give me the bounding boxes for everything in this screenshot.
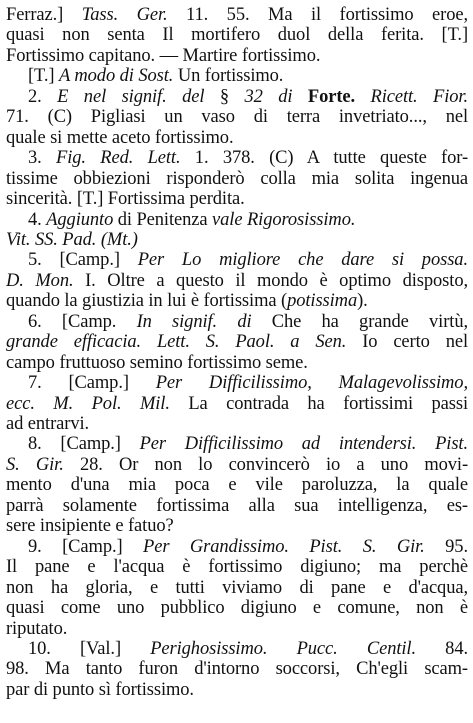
text-segment: 84. [416, 638, 468, 659]
text-segment: 95. [424, 536, 468, 557]
text-segment: ad entrarvi. [6, 414, 90, 434]
text-segment: Vit. SS. Pad. (Mt.) [6, 229, 138, 250]
text-segment: 8. [Camp.] [28, 434, 140, 455]
text-segment: 2. [28, 86, 58, 107]
text-segment: [T.] [28, 66, 59, 87]
text-segment: 7. [Camp.] [28, 373, 156, 394]
text-segment: grande efficacia. Lett. S. Paol. a Sen. [6, 332, 347, 353]
text-segment: potissima [287, 291, 358, 312]
text-segment: Perighosissimo. Pucc. Centil. [150, 638, 416, 659]
text-segment: 10. [Val.] [28, 638, 151, 659]
text-segment: S. Gir. [6, 454, 64, 475]
text-segment: 3. [28, 148, 57, 169]
text-segment: parrà solamente fortissima alla sua intelligenza, es- [6, 495, 468, 516]
text-segment: Aggiunto [46, 209, 114, 230]
text-segment: Che ha grande virtù, [251, 311, 468, 332]
text-segment: campo fruttuoso semino fortissimo seme. [6, 352, 308, 373]
text-segment: ecc. M. Pol. Mil. [6, 393, 170, 414]
text-segment: quale si mette aceto fortissimo. [6, 127, 234, 148]
text-segment: In signif. di [136, 311, 252, 332]
text-segment: Per Difficilissimo, Malagevolissimo, [155, 373, 468, 394]
text-segment: 71. (C) Pigliasi un vaso di terra invetriato..., nel [6, 107, 468, 128]
text-segment: Per Grandissimo. Pist. S. Gir. [143, 536, 425, 557]
text-segment: Un fortissimo. [173, 66, 284, 87]
text-segment: Ferraz.] [6, 5, 82, 25]
text-segment: 32 di [244, 86, 293, 107]
text-segment: riputato. [6, 618, 68, 639]
text-segment: par di punto sì fortissimo. [6, 679, 194, 700]
text-segment: quasi come uno pubblico digiuno e comune, non è [6, 598, 468, 619]
text-segment: Per Lo migliore che dare si possa. [137, 250, 468, 271]
text-segment: 98. Ma tanto furon d'intorno soccorsi, Ch'egli scam- [6, 659, 468, 680]
text-segment: vale Rigorosissimo. [212, 209, 356, 230]
text-segment: 11. 55. Ma il fortissimo eroe, [167, 5, 468, 25]
text-segment: I. Oltre a questo il mondo è optimo disposto, [73, 270, 468, 291]
text-segment: 5. [Camp.] [28, 250, 138, 271]
text-segment: sere insipiente e fatuo? [6, 516, 174, 537]
text-segment: Forte. [292, 86, 371, 107]
text-segment: D. Mon. [6, 270, 74, 291]
text-segment: Fig. Red. Lett. [56, 148, 181, 169]
text-segment: Fortissimo capitano. — Martire fortissimo. [6, 45, 321, 66]
text-segment: Tass. Ger. [81, 5, 168, 25]
text-segment: La contrada ha fortissimi passi [169, 393, 468, 414]
text-segment: mento d'una mia poca e vile paroluzza, la quale [6, 475, 468, 496]
text-segment: tissime obbiezioni risponderò colla mia solita ingenua [6, 168, 468, 189]
text-segment: 28. Or non lo convincerò io a uno movi- [63, 454, 468, 475]
text-segment: § [204, 86, 245, 107]
text-segment: sincerità. [T.] Fortissima perdita. [6, 189, 245, 210]
text-segment: quasi non senta Il mortifero duol della ferita. [T.] [6, 25, 468, 46]
text-segment: Ricett. Fior. [370, 86, 468, 107]
text-segment: Il pane e l'acqua è fortissimo digiuno; ma perchè [6, 557, 468, 578]
text-segment: quando la giustizia in lui è fortissima ( [6, 291, 288, 312]
text-segment: Per Difficilissimo ad intendersi. Pist. [139, 434, 468, 455]
text-segment: non ha gloria, e tutti viviamo di pane e d'acqua, [6, 577, 468, 598]
text-segment: 4. [28, 209, 47, 230]
text-segment: A modo di Sost. [59, 66, 174, 87]
text-segment: E nel signif. del [57, 86, 205, 107]
text-segment: 9. [Camp.] [28, 536, 144, 557]
text-segment: Io certo nel [346, 332, 468, 353]
entry-line [6, 678, 468, 702]
text-segment: di Penitenza [113, 209, 213, 230]
text-segment: 1. 378. (C) A tutte queste for- [180, 148, 468, 169]
text-segment: ). [357, 291, 368, 312]
text-segment: 6. [Camp. [28, 311, 137, 332]
